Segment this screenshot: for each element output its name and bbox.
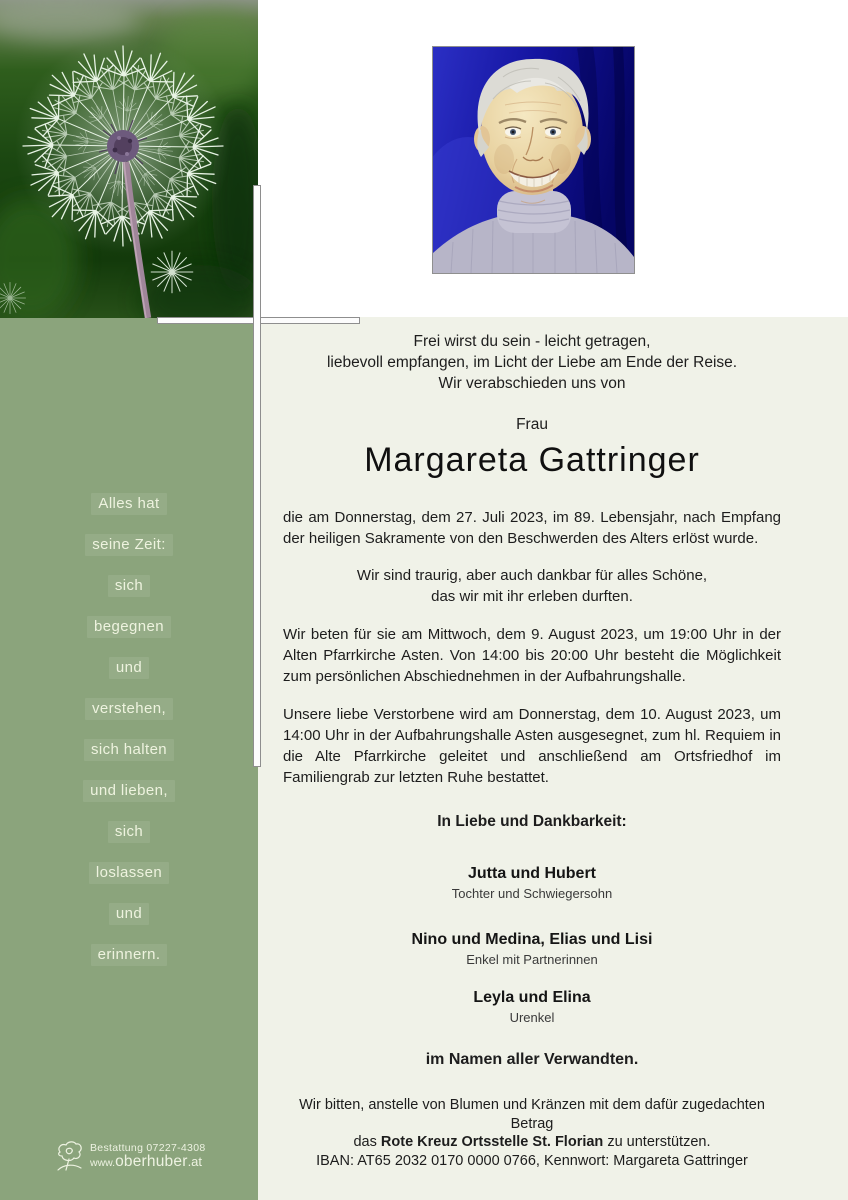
opening-verse bbox=[283, 331, 781, 394]
salutation: Frau bbox=[516, 416, 548, 433]
notice-content bbox=[283, 317, 781, 1170]
donation-line: Wir bitten, anstelle von Blumen und Kränzen mit dem dafür zugedachten Betrag bbox=[299, 1097, 765, 1132]
family-entry bbox=[283, 864, 781, 902]
family-entry bbox=[283, 930, 781, 968]
donation-note bbox=[283, 1096, 781, 1170]
funeral-home-logo bbox=[54, 1140, 205, 1172]
funeral-home-phone: Bestattung 07227-4308 bbox=[90, 1141, 206, 1154]
funeral-home-website: www.oberhuber.at bbox=[90, 1152, 203, 1170]
donation-recipient: Rote Kreuz Ortsstelle St. Florian bbox=[380, 1134, 604, 1150]
prayer-paragraph: Wir beten für sie am Mittwoch, dem 9. August 2023, um 19:00 Uhr in der Alten Pfarrkirche Asten. Von 14:00 bis 20:00 Uhr besteht die Möglichkeit zum persönlichen Abschiednehmen in der Aufbahrungshalle. bbox=[283, 626, 781, 685]
sidebar-poem bbox=[0, 494, 258, 986]
poem-line: verstehen, bbox=[0, 699, 258, 719]
donation-line: das Rote Kreuz Ortsstelle St. Florian zu unterstützen. bbox=[353, 1134, 711, 1150]
dandelion-photo bbox=[0, 0, 258, 318]
family-relation: Enkel mit Partnerinnen bbox=[466, 952, 598, 967]
portrait-illustration bbox=[433, 47, 634, 273]
verse-line: Wir verabschieden uns von bbox=[438, 375, 626, 392]
poem-line: und bbox=[0, 904, 258, 924]
family-names: Nino und Medina, Elias und Lisi bbox=[411, 931, 653, 948]
family-names: Jutta und Hubert bbox=[468, 865, 596, 882]
gratitude-lines bbox=[283, 565, 781, 607]
poem-line: seine Zeit: bbox=[0, 535, 258, 555]
poem-line: und lieben, bbox=[0, 781, 258, 801]
closing-line: im Namen aller Verwandten. bbox=[425, 1051, 639, 1068]
poem-line: sich halten bbox=[0, 740, 258, 760]
poem-line: begegnen bbox=[0, 617, 258, 637]
logo-text bbox=[90, 1142, 205, 1171]
gratitude-line: Wir sind traurig, aber auch dankbar für alles Schöne, bbox=[356, 567, 708, 584]
family-names: Leyla und Elina bbox=[473, 989, 591, 1006]
verse-line: liebevoll empfangen, im Licht der Liebe am Ende der Reise. bbox=[326, 354, 738, 371]
portrait-photo bbox=[432, 46, 635, 274]
gratitude-line: das wir mit ihr erleben durften. bbox=[431, 588, 633, 605]
poem-line: erinnern. bbox=[0, 945, 258, 965]
poem-line: und bbox=[0, 658, 258, 678]
poem-line: loslassen bbox=[0, 863, 258, 883]
dandelion-illustration bbox=[0, 0, 258, 318]
rose-emblem-icon bbox=[54, 1140, 84, 1172]
donation-iban-line: IBAN: AT65 2032 0170 0000 0766, Kennwort: Margareta Gattringer bbox=[316, 1152, 748, 1169]
verse-line: Frei wirst du sein - leicht getragen, bbox=[413, 333, 651, 350]
family-relation: Urenkel bbox=[509, 1010, 555, 1025]
funeral-paragraph: Unsere liebe Verstorbene wird am Donnerstag, dem 10. August 2023, um 14:00 Uhr in der Aufbahrungshalle Asten ausgesegnet, zum hl. Requiem in die Alte Pfarrkirche geleitet und anschließend am Ortsfriedhof im Familiengrab zur letzten Ruhe bestattet. bbox=[283, 706, 781, 786]
deceased-name: Margareta Gattringer bbox=[364, 441, 700, 479]
poem-line: sich bbox=[0, 576, 258, 596]
condolence-heading: In Liebe und Dankbarkeit: bbox=[437, 813, 627, 830]
poem-line: sich bbox=[0, 822, 258, 842]
cross-vertical-bar bbox=[253, 185, 261, 767]
family-entry bbox=[283, 988, 781, 1026]
obituary-paragraph: die am Donnerstag, dem 27. Juli 2023, im 89. Lebensjahr, nach Empfang der heiligen Sakramente von den Beschwerden des Alters erlöst wurde. bbox=[283, 509, 781, 547]
poem-line: Alles hat bbox=[0, 494, 258, 514]
family-relation: Tochter und Schwiegersohn bbox=[451, 886, 613, 901]
